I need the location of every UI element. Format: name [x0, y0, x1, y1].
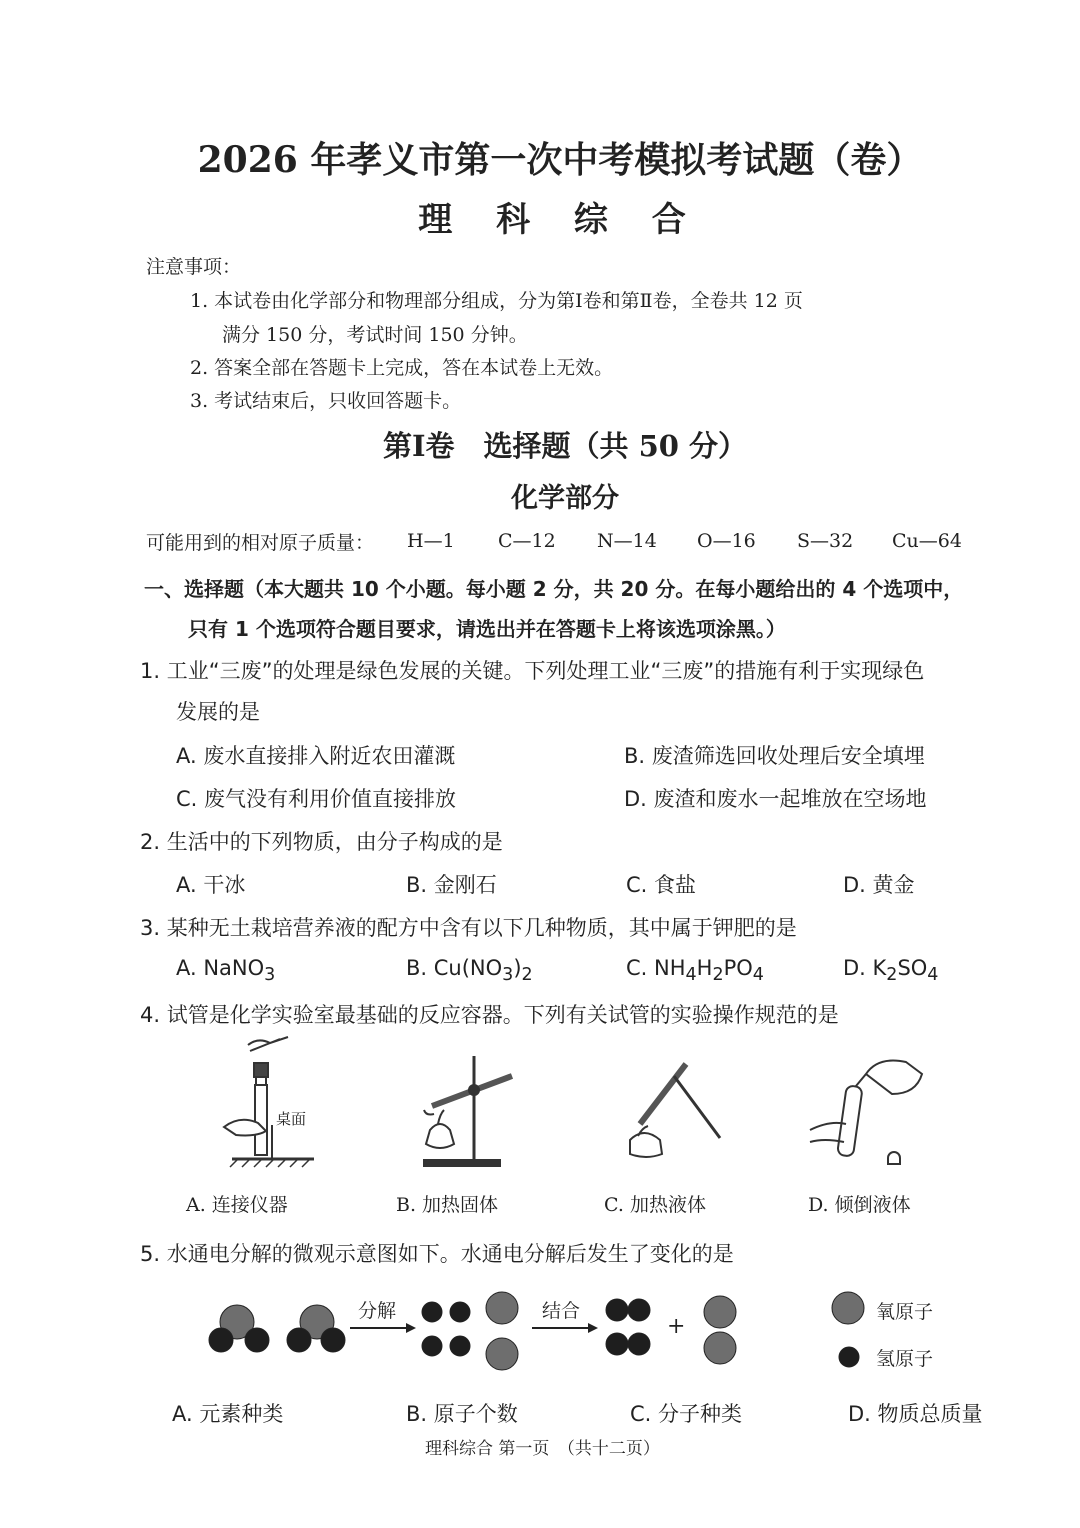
- question-2-option-c: C. 食盐: [626, 873, 697, 897]
- question-3-option-b: [406, 956, 533, 985]
- question-4-stem: 4. 试管是化学实验室最基础的反应容器。下列有关试管的实验操作规范的是: [140, 1003, 839, 1027]
- q5-legend-hydrogen-label: 氢原子: [876, 1348, 934, 1370]
- q5-atom-h3: [422, 1336, 442, 1356]
- question-3-stem: 3. 某种无土栽培营养液的配方中含有以下几种物质，其中属于钾肥的是: [140, 916, 797, 940]
- q4-illustration-b: [410, 1050, 525, 1170]
- q5-separated-atoms: [420, 1292, 525, 1372]
- q5-h2-1-atom-b: [628, 1299, 650, 1321]
- atomic-mass-label: 可能用到的相对原子质量：: [146, 532, 375, 554]
- section-title: 第Ⅰ卷 选择题（共 50 分）: [382, 429, 748, 463]
- atomic-mass-h: H—1: [407, 530, 455, 552]
- q5-arrow-decompose: [348, 1322, 418, 1334]
- q5-arrow-combine: [530, 1322, 600, 1334]
- part1-instruction-line2: 只有 1 个选项符合题目要求，请选出并在答题卡上将该选项涂黑。）: [188, 617, 786, 641]
- question-4-option-c: C. 加热液体: [604, 1194, 706, 1216]
- q5-arrow-decompose-label: 分解: [358, 1300, 397, 1322]
- q5-water-1-hydrogen-right: [245, 1328, 269, 1352]
- note-item-1-cont: 满分 150 分，考试时间 150 分钟。: [222, 324, 528, 346]
- atomic-mass-s: S—32: [797, 530, 854, 552]
- question-5-option-c: C. 分子种类: [630, 1402, 743, 1426]
- q5-atom-h4: [450, 1336, 470, 1356]
- note-item-3: 3. 考试结束后，只收回答题卡。: [190, 390, 462, 412]
- question-1-option-a: A. 废水直接排入附近农田灌溉: [176, 744, 456, 768]
- question-2-option-a: A. 干冰: [176, 873, 246, 897]
- question-1-option-b: B. 废渣筛选回收处理后安全填埋: [624, 744, 925, 768]
- note-item-1: 1. 本试卷由化学部分和物理部分组成，分为第Ⅰ卷和第Ⅱ卷，全卷共 12 页: [190, 290, 803, 312]
- q5-legend-oxygen-label: 氧原子: [876, 1301, 934, 1323]
- question-3-option-c-end: PO: [723, 956, 753, 980]
- question-3-option-c-mid: H: [696, 956, 713, 980]
- q5-o2-atom-b: [704, 1332, 736, 1364]
- question-3-option-d-mid: SO: [897, 956, 928, 980]
- question-5-stem: 5. 水通电分解的微观示意图如下。水通电分解后发生了变化的是: [140, 1242, 734, 1266]
- q5-plus-sign: +: [667, 1314, 686, 1339]
- question-3-option-c-text: C. NH: [626, 956, 686, 980]
- q5-o2-atom-a: [704, 1296, 736, 1328]
- atomic-mass-n: N—14: [597, 530, 657, 552]
- q5-h2-2-atom-a: [606, 1333, 628, 1355]
- q5-h2-1-atom-a: [606, 1299, 628, 1321]
- question-3-option-b-sub2: 2: [521, 965, 533, 986]
- note-item-2: 2. 答案全部在答题卡上完成，答在本试卷上无效。: [190, 357, 614, 379]
- q5-oxygen-molecule: [700, 1294, 740, 1370]
- question-3-option-a-sub: 3: [264, 965, 276, 986]
- question-5-option-b: B. 原子个数: [406, 1402, 518, 1426]
- q5-atom-h2: [450, 1302, 470, 1322]
- question-3-option-c: [626, 956, 764, 985]
- q5-water-2-hydrogen-right: [321, 1328, 345, 1352]
- question-3-option-d-sub1: 2: [886, 965, 898, 986]
- question-3-option-a-text: A. NaNO: [176, 956, 265, 980]
- question-5-option-d: D. 物质总质量: [848, 1402, 983, 1426]
- question-3-option-c-sub1: 4: [685, 965, 697, 986]
- question-3-option-b-sub1: 3: [502, 965, 514, 986]
- question-2-option-b: B. 金刚石: [406, 873, 497, 897]
- q5-legend-hydrogen-icon: [838, 1346, 860, 1368]
- q5-water-molecules: [205, 1300, 355, 1360]
- q5-water-1-hydrogen-left: [209, 1328, 233, 1352]
- question-3-option-c-sub3: 4: [752, 965, 764, 986]
- subject-title: 理 科 综 合: [418, 200, 702, 240]
- question-1-stem-cont: 发展的是: [176, 700, 260, 724]
- question-3-option-d-sub2: 4: [927, 965, 939, 986]
- question-3-option-b-text: B. Cu(NO: [406, 956, 503, 980]
- q5-atom-o1: [486, 1292, 518, 1324]
- q4-illustration-d: [808, 1050, 933, 1175]
- question-4-option-a: A. 连接仪器: [186, 1194, 288, 1216]
- question-2-stem: 2. 生活中的下列物质，由分子构成的是: [140, 830, 503, 854]
- q4-illustration-c: [620, 1040, 730, 1165]
- q4-illustration-a: [210, 1035, 320, 1170]
- atomic-mass-cu: Cu—64: [892, 530, 962, 552]
- q5-h2-2-atom-b: [628, 1333, 650, 1355]
- question-2-option-d: D. 黄金: [843, 873, 915, 897]
- page-footer: 理科综合 第一页 （共十二页）: [425, 1439, 660, 1459]
- question-3-option-d-text: D. K: [843, 956, 887, 980]
- part1-instruction-line1: 一、选择题（本大题共 10 个小题。每小题 2 分，共 20 分。在每小题给出的 4 个选项中，: [144, 577, 964, 601]
- question-4-option-b: B. 加热固体: [396, 1194, 499, 1216]
- question-3-option-b-mid: ): [513, 956, 522, 980]
- q5-atom-h1: [422, 1302, 442, 1322]
- q5-hydrogen-molecules: [604, 1296, 654, 1361]
- question-3-option-a: [176, 956, 275, 985]
- atomic-mass-o: O—16: [697, 530, 756, 552]
- q5-atom-o2: [486, 1338, 518, 1370]
- question-1-option-c: C. 废气没有利用价值直接排放: [176, 787, 457, 811]
- q5-arrow-combine-label: 结合: [542, 1300, 581, 1322]
- question-3-option-c-sub2: 2: [712, 965, 724, 986]
- atomic-mass-c: C—12: [498, 530, 556, 552]
- notes-heading: 注意事项：: [146, 256, 242, 278]
- chemistry-subtitle: 化学部分: [511, 483, 619, 514]
- q4-desk-label: 桌面: [276, 1110, 307, 1128]
- q5-water-2-hydrogen-left: [287, 1328, 311, 1352]
- question-5-option-a: A. 元素种类: [172, 1402, 284, 1426]
- question-1-option-d: D. 废渣和废水一起堆放在空场地: [624, 787, 927, 811]
- q5-legend-oxygen-icon: [830, 1290, 866, 1326]
- question-3-option-d: [843, 956, 938, 985]
- question-4-option-d: D. 倾倒液体: [808, 1194, 911, 1216]
- question-1-stem: 1. 工业“三废”的处理是绿色发展的关键。下列处理工业“三废”的措施有利于实现绿色: [140, 659, 925, 683]
- exam-title: 2026 年孝义市第一次中考模拟考试题（卷）: [197, 139, 923, 181]
